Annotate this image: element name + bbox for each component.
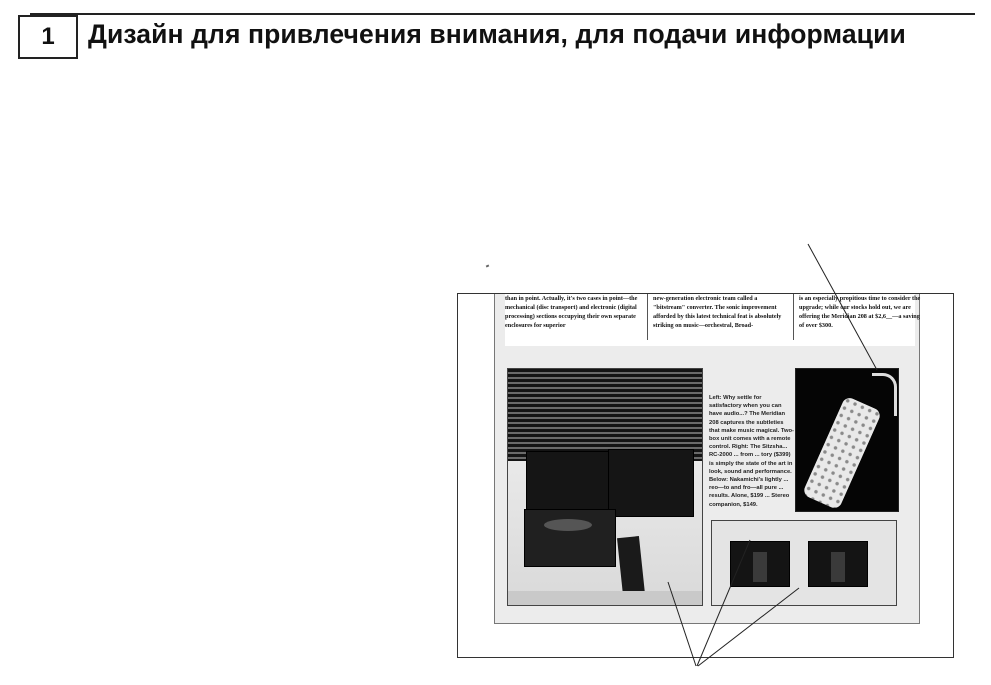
- text-column-2: new-generation electronic team called a "bitstream" converter. The sonic improvement afforded by this latest technical feat is absolutely striking on music—orchestral, Broad-: [647, 294, 787, 340]
- text-column-1: than in point. Actually, it's two cases in point—the mechanical (disc transport) and electronic (digital processing) sections occupying their own separate enclosures for superior: [505, 295, 638, 329]
- pointer-line-speakers-mid: [697, 540, 750, 666]
- section-title: Дизайн для привлечения внимания, для подачи информации: [88, 19, 906, 49]
- pointer-line-remote: [808, 244, 877, 370]
- pointer-line-speakers-left: [668, 582, 696, 666]
- text-column-3: is an especially propitious time to consider the upgrade; while our stocks hold out, we are offering the Meridian 208 at $2,6__—a saving of over $300.: [793, 294, 921, 340]
- photo-caption: Left: Why settle for satisfactory when you can have audio...? The Meridian 208 captures the subtleties that make music magical. Two-box unit comes with a remote control. Right: The Sitzsha... RC-2000 ... from ... tory ($399) is simply the state of the art in look, sound and performance. Below: Nakamichi's lightly ... reo—to and fro—all pure ... results. Alone, $199 ... Stereo companion, $149.: [709, 395, 794, 508]
- section-number: 1: [18, 15, 78, 59]
